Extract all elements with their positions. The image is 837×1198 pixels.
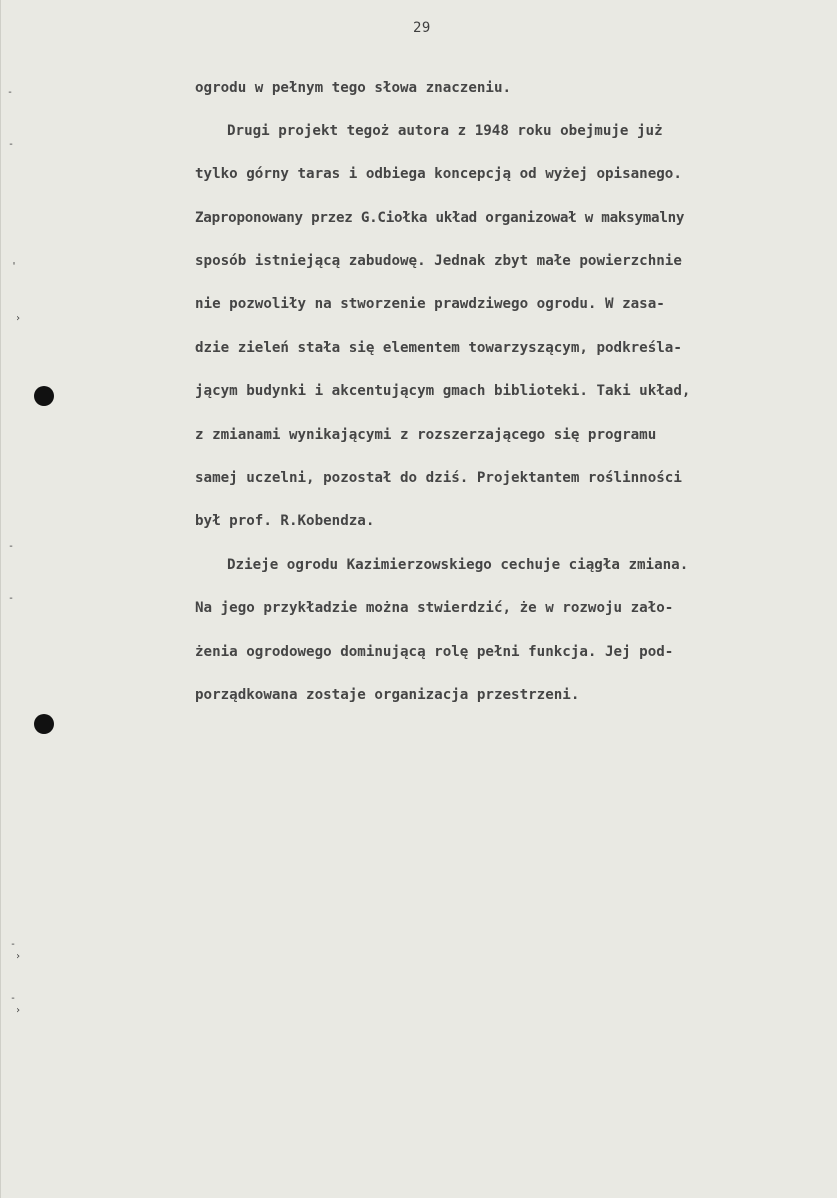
text-line: dzie zieleń stała się elementem towarzyszącym, podkreśla- [195, 340, 682, 356]
punch-hole [34, 714, 54, 734]
text-line: ogrodu w pełnym tego słowa znaczeniu. [195, 80, 512, 96]
text-line: Na jego przykładzie można stwierdzić, że w rozwoju zało- [195, 600, 674, 616]
punch-hole [34, 386, 54, 406]
margin-mark: ' [11, 261, 18, 272]
text-line: był prof. R.Kobendza. [195, 513, 375, 529]
margin-mark: › [15, 313, 22, 324]
text-line: Dzieje ogrodu Kazimierzowskiego cechuje ciągła zmiana. [227, 557, 689, 573]
text-line: Zaproponowany przez G.Ciołka układ organizował w maksymalny [195, 210, 685, 226]
margin-mark: - [8, 541, 15, 552]
text-line: jącym budynki i akcentującym gmach biblioteki. Taki układ, [195, 383, 691, 399]
text-line: nie pozwoliły na stworzenie prawdziwego ogrodu. W zasa- [195, 296, 665, 312]
margin-mark: - [10, 993, 17, 1004]
margin-mark: - [8, 139, 15, 150]
text-line: samej uczelni, pozostał do dziś. Projektantem roślinności [195, 470, 682, 486]
margin-mark: - [10, 939, 17, 950]
text-line: z zmianami wynikającymi z rozszerzającego się programu [195, 427, 657, 443]
text-line: sposób istniejącą zabudowę. Jednak zbyt małe powierzchnie [195, 253, 682, 269]
margin-mark: - [7, 87, 14, 98]
margin-mark: › [15, 951, 22, 962]
margin-mark: › [15, 1005, 22, 1016]
page-number: 29 [413, 20, 431, 36]
text-line: Drugi projekt tegoż autora z 1948 roku obejmuje już [227, 123, 663, 139]
text-line: porządkowana zostaje organizacja przestrzeni. [195, 687, 580, 703]
margin-mark: - [8, 593, 15, 604]
text-line: tylko górny taras i odbiega koncepcją od wyżej opisanego. [195, 166, 682, 182]
text-line: żenia ogrodowego dominującą rolę pełni funkcja. Jej pod- [195, 644, 674, 660]
